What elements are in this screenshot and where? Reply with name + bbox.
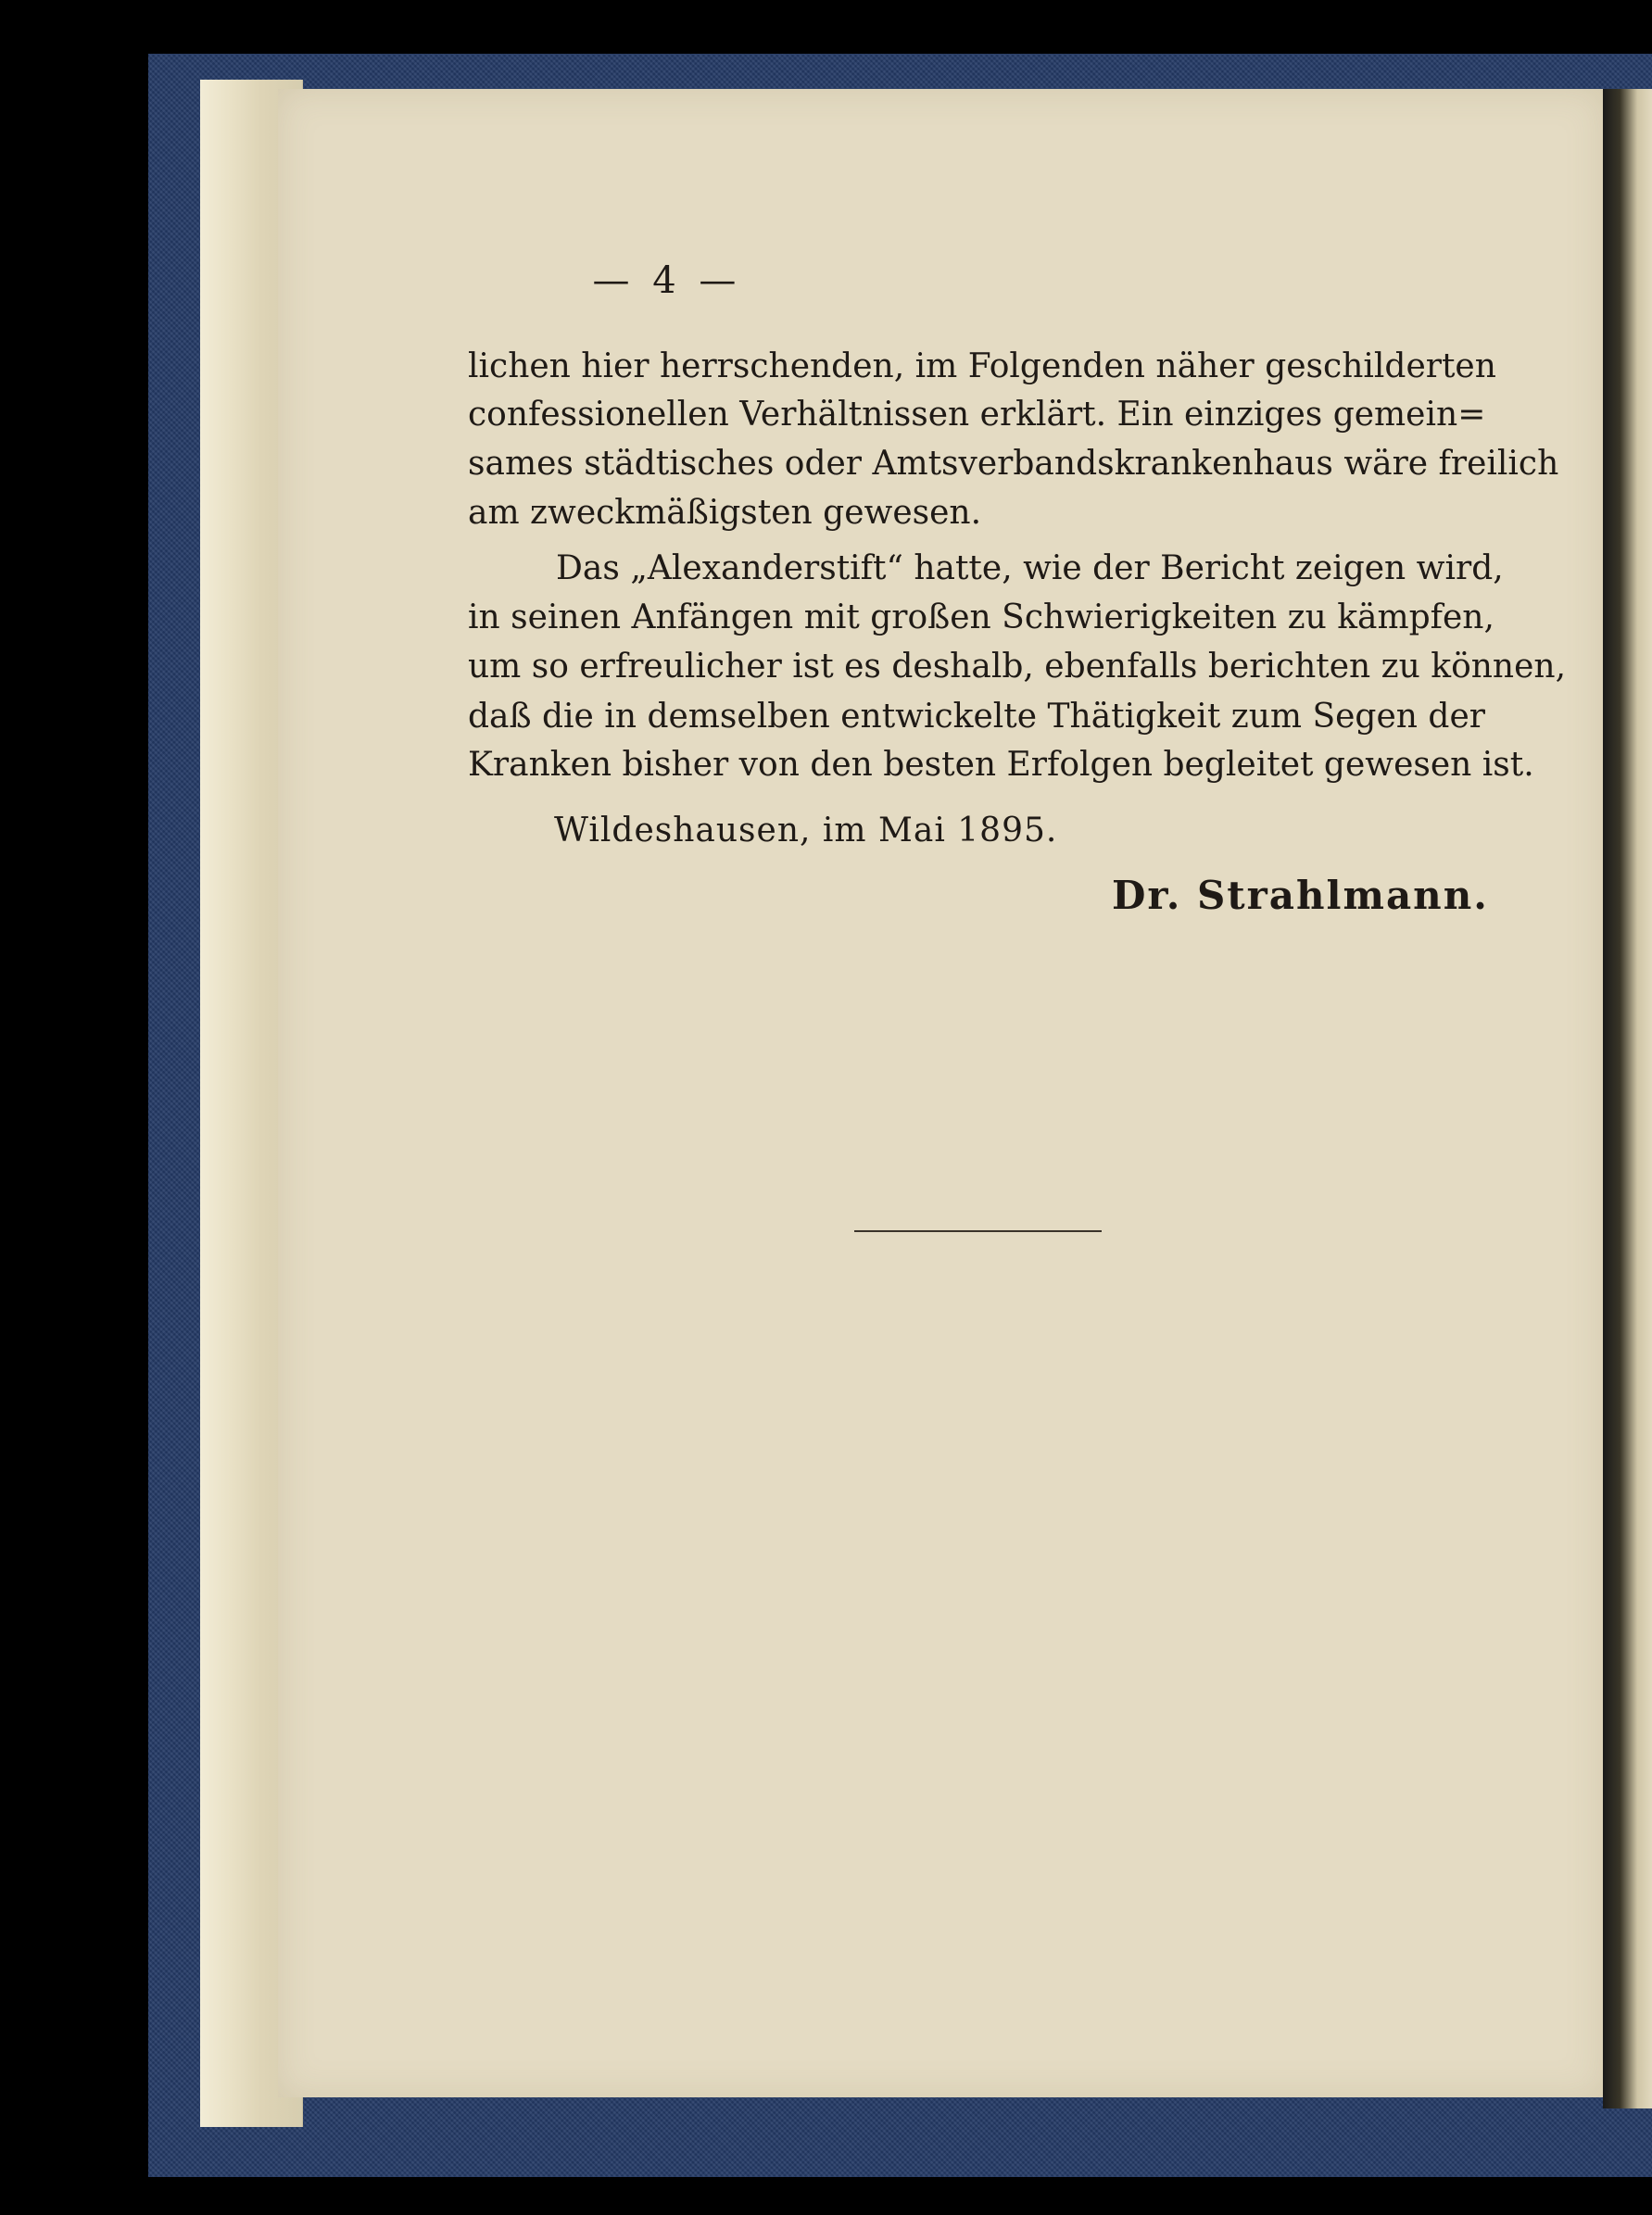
text-line: um so erfreulicher ist es deshalb, ebenfalls berichten zu können, — [468, 648, 1567, 686]
text-line: lichen hier herrschenden, im Folgenden näher geschilderten — [468, 347, 1496, 385]
text-line: daß die in demselben entwickelte Thätigkeit zum Segen der — [468, 698, 1485, 736]
text-line: Das „Alexanderstift“ hatte, wie der Bericht zeigen wird, — [556, 549, 1504, 587]
paper-page — [278, 89, 1603, 2097]
text-line: confessionellen Verhältnissen erklärt. Ein einziges gemein= — [468, 396, 1486, 434]
text-line: am zweckmäßigsten gewesen. — [468, 494, 982, 532]
text-line: sames städtisches oder Amtsverbandskrankenhaus wäre freilich — [468, 445, 1559, 483]
text-line: Kranken bisher von den besten Erfolgen begleitet gewesen ist. — [468, 746, 1534, 784]
signature: Dr. Strahlmann. — [1112, 873, 1489, 918]
place-date: Wildeshausen, im Mai 1895. — [554, 812, 1058, 850]
page-number: — 4 — — [592, 259, 742, 302]
text-line: in seinen Anfängen mit großen Schwierigkeiten zu kämpfen, — [468, 598, 1494, 636]
horizontal-rule — [854, 1230, 1102, 1232]
book-gutter — [1603, 89, 1652, 2108]
